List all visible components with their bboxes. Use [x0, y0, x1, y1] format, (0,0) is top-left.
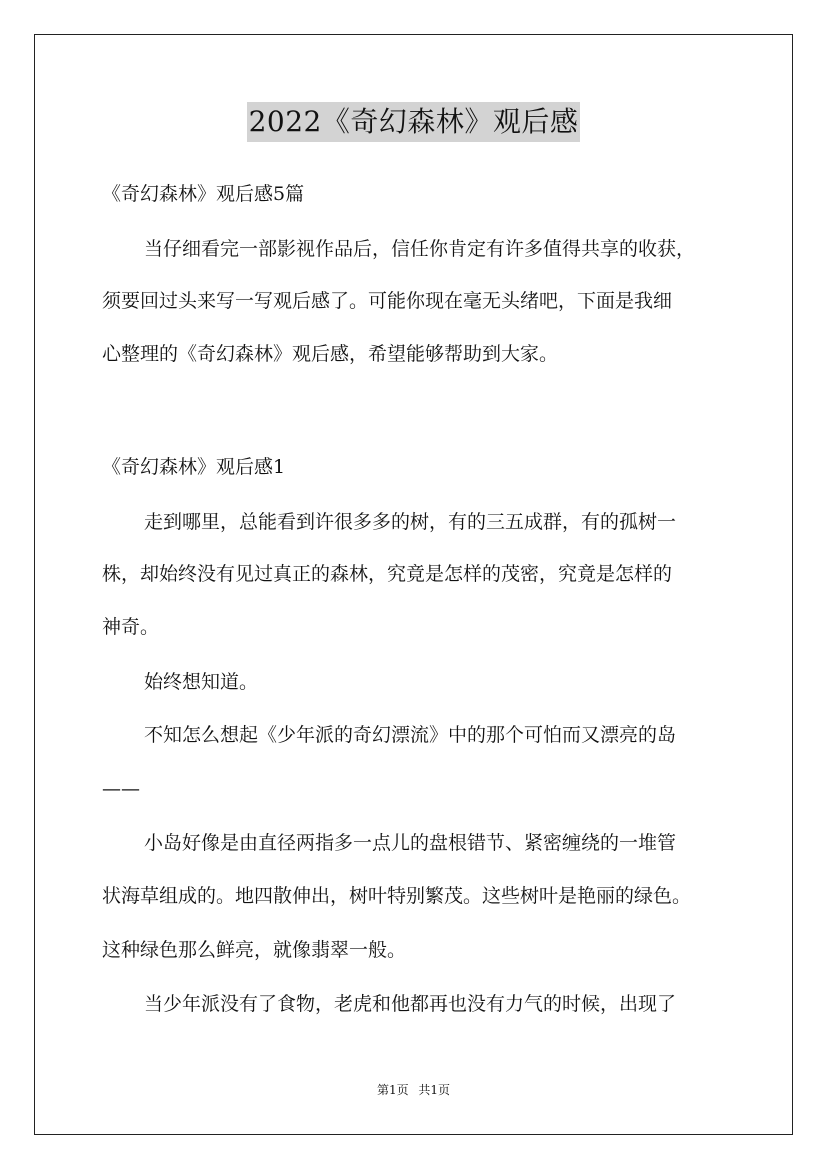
paragraph-line: 当仔细看完一部影视作品后，信任你肯定有许多值得共享的收获，	[144, 238, 696, 260]
paragraph-line: 小岛好像是由直径两指多一点儿的盘根错节、紧密缠绕的一堆管	[144, 832, 677, 854]
page-footer	[0, 1082, 827, 1098]
paragraph-line: 状海草组成的。地四散伸出，树叶特别繁茂。这些树叶是艳丽的绿色。	[102, 885, 692, 907]
paragraph-line: 神奇。	[102, 616, 160, 638]
paragraph-line: ——	[102, 778, 140, 800]
section-heading: 《奇幻森林》观后感1	[102, 456, 286, 478]
paragraph-line: 始终想知道。	[144, 671, 259, 693]
paragraph-line: 走到哪里，总能看到许很多多的树，有的三五成群，有的孤树一	[144, 511, 677, 533]
paragraph-line: 这种绿色那么鲜亮，就像翡翠一般。	[102, 939, 407, 961]
subtitle: 《奇幻森林》观后感5篇	[102, 183, 305, 205]
paragraph-line: 株，却始终没有见过真正的森林，究竟是怎样的茂密，究竟是怎样的	[102, 563, 673, 585]
page-total: 共1页	[418, 1083, 451, 1097]
title-container	[0, 102, 827, 142]
paragraph-line: 须要回过头来写一写观后感了。可能你现在毫无头绪吧，下面是我细	[102, 290, 673, 312]
page-number: 第1页	[376, 1083, 409, 1097]
paragraph-line: 不知怎么想起《少年派的奇幻漂流》中的那个可怕而又漂亮的岛	[144, 724, 677, 746]
paragraph-line: 心整理的《奇幻森林》观后感，希望能够帮助到大家。	[102, 343, 559, 365]
page-title: 2022《奇幻森林》观后感	[247, 102, 581, 142]
paragraph-line: 当少年派没有了食物，老虎和他都再也没有力气的时候，出现了	[144, 993, 677, 1015]
